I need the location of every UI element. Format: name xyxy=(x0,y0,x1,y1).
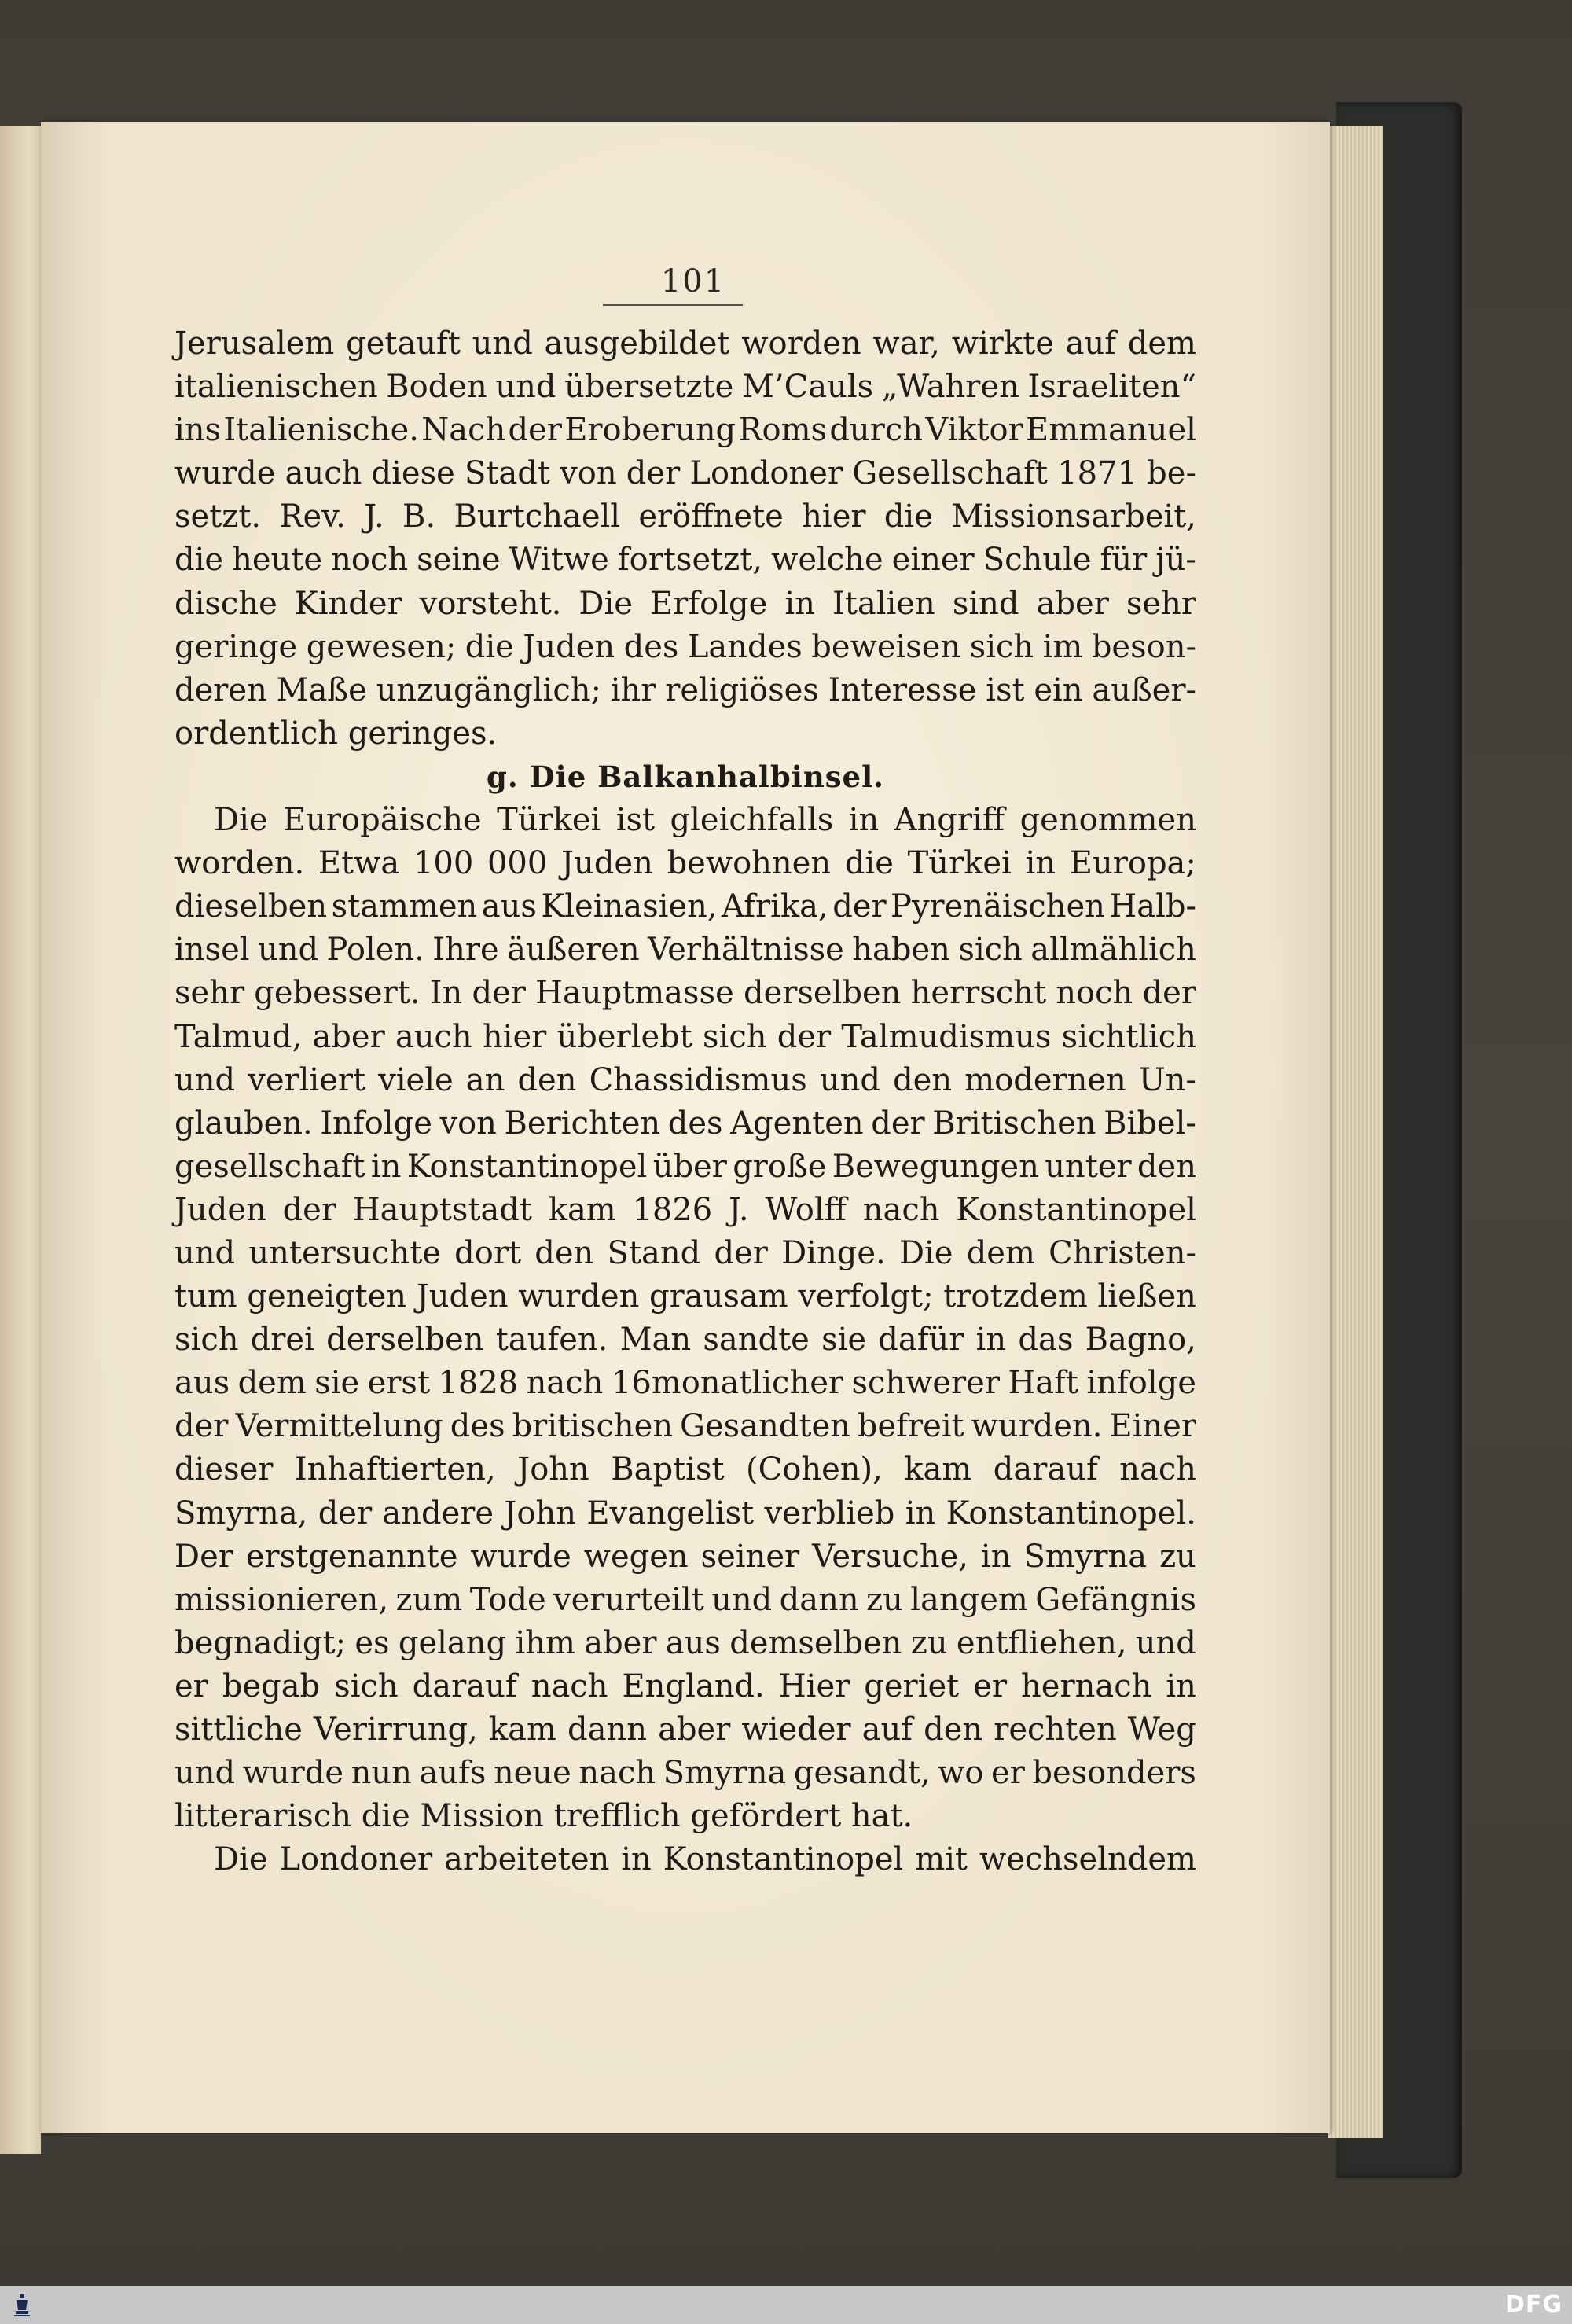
text-line: worden. Etwa 100 000 Juden bewohnen die Türkei in Europa; xyxy=(174,845,1196,882)
text-line: Juden der Hauptstadt kam 1826 J. Wolff nach Konstantinopel xyxy=(174,1191,1196,1228)
text-line: Der erstgenannte wurde wegen seiner Versuche, in Smyrna zu xyxy=(174,1538,1196,1575)
section-heading: g. Die Balkanhalbinsel. xyxy=(486,759,885,794)
text-line: und verliert viele an den Chassidismus und den modernen Un- xyxy=(174,1061,1196,1098)
text-line: und wurde nun aufs neue nach Smyrna gesandt, wo er besonders xyxy=(174,1755,1196,1792)
text-line: Die Londoner arbeiteten in Konstantinopel mit wechselndem xyxy=(214,1841,1196,1878)
text-line: missionieren, zum Tode verurteilt und dann zu langem Gefängnis xyxy=(174,1581,1196,1618)
text-line: aus dem sie erst 1828 nach 16monatlicher schwerer Haft infolge xyxy=(174,1365,1196,1402)
text-line: begnadigt; es gelang ihm aber aus demselben zu entfliehen, und xyxy=(174,1624,1196,1661)
text-line: italienischen Boden und übersetzte M’Cauls „Wahren Israeliten“ xyxy=(174,369,1196,406)
text-line: ordentlich geringes. xyxy=(174,715,498,752)
text-line: insel und Polen. Ihre äußeren Verhältnisse haben sich allmählich xyxy=(174,932,1196,969)
text-line: gesellschaft in Konstantinopel über große Bewegungen unter den xyxy=(174,1148,1196,1185)
text-line: deren Maße unzugänglich; ihr religiöses Interesse ist ein außer- xyxy=(174,671,1196,708)
text-line: geringe gewesen; die Juden des Landes beweisen sich im beson- xyxy=(174,628,1196,665)
text-line: litterarisch die Mission trefflich gefördert hat. xyxy=(174,1798,913,1835)
text-line: die heute noch seine Witwe fortsetzt, welche einer Schule für jü- xyxy=(174,542,1196,579)
text-line: Die Europäische Türkei ist gleichfalls in Angriff genommen xyxy=(214,802,1196,839)
book-page xyxy=(41,122,1330,2133)
text-line: Smyrna, der andere John Evangelist verblieb in Konstantinopel. xyxy=(174,1495,1196,1532)
dfg-logo: DFG xyxy=(1504,2291,1563,2318)
text-line: dieselben stammen aus Kleinasien, Afrika, der Pyrenäischen Halb- xyxy=(174,888,1196,925)
text-line: setzt. Rev. J. B. Burtchaell eröffnete hier die Missionsarbeit, xyxy=(174,498,1196,535)
text-line: wurde auch diese Stadt von der Londoner Gesellschaft 1871 be- xyxy=(174,455,1196,492)
page-number: 101 xyxy=(660,263,726,300)
text-line: ins Italienische. Nach der Eroberung Roms durch Viktor Emmanuel xyxy=(174,412,1196,449)
header-rule xyxy=(603,304,743,306)
text-line: tum geneigten Juden wurden grausam verfolgt; trotzdem ließen xyxy=(174,1278,1196,1315)
text-line: sittliche Verirrung, kam dann aber wieder auf den rechten Weg xyxy=(174,1712,1196,1748)
library-logo-icon xyxy=(8,2291,36,2319)
text-line: dieser Inhaftierten, John Baptist (Cohen), kam darauf nach xyxy=(174,1451,1196,1488)
text-line: Jerusalem getauft und ausgebildet worden war, wirkte auf dem xyxy=(174,325,1196,362)
text-line: und untersuchte dort den Stand der Dinge. Die dem Christen- xyxy=(174,1234,1196,1271)
text-line: Talmud, aber auch hier überlebt sich der Talmudismus sichtlich xyxy=(174,1018,1196,1055)
text-line: der Vermittelung des britischen Gesandten befreit wurden. Einer xyxy=(174,1408,1196,1445)
left-page-edge xyxy=(0,126,41,2154)
page-edges xyxy=(1328,126,1383,2138)
footer-bar xyxy=(0,2286,1572,2324)
body-text xyxy=(174,322,1196,1881)
text-line: sehr gebessert. In der Hauptmasse derselben herrscht noch der xyxy=(174,975,1196,1012)
text-line: glauben. Infolge von Berichten des Agenten der Britischen Bibel- xyxy=(174,1105,1196,1142)
text-line: sich drei derselben taufen. Man sandte sie dafür in das Bagno, xyxy=(174,1322,1196,1359)
text-line: dische Kinder vorsteht. Die Erfolge in Italien sind aber sehr xyxy=(174,585,1196,622)
text-line: er begab sich darauf nach England. Hier geriet er hernach in xyxy=(174,1668,1196,1704)
